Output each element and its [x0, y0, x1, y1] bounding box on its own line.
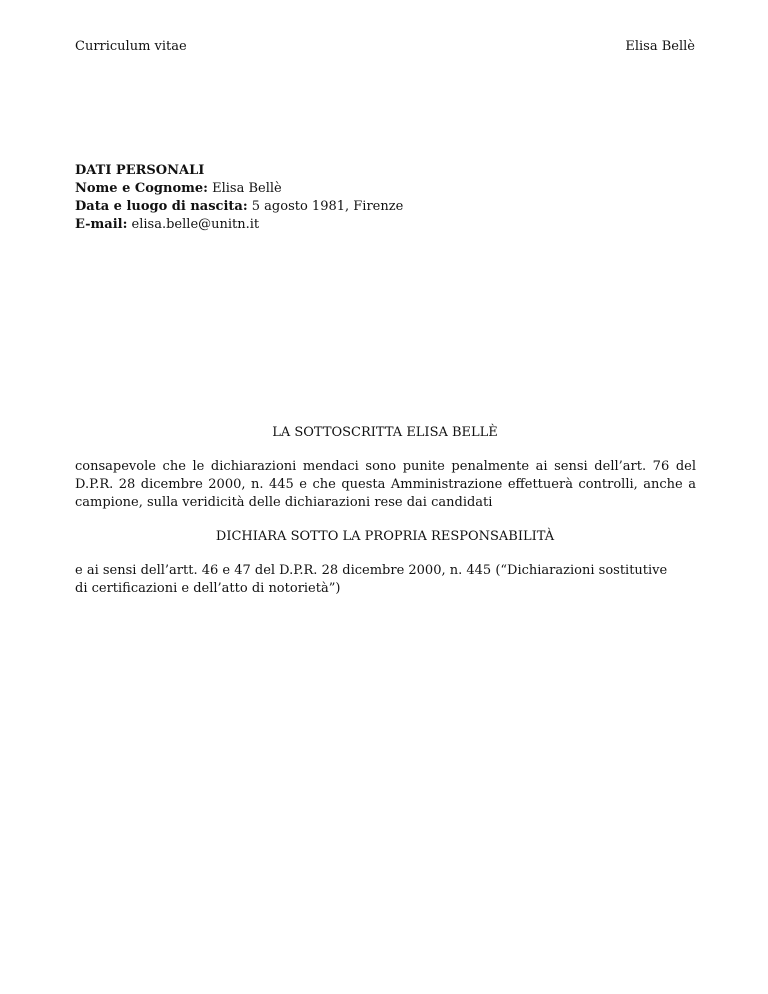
- awareness-paragraph: consapevole che le dichiarazioni mendaci sono punite penalmente ai sensi dell’art. 76 del D.P.R. 28 dicembre 2000, n. 445 e che questa Amministrazione effettuerà controlli, anche a campione, sulla veridicità delle dichiarazioni rese dai candidati: [75, 459, 696, 510]
- email-value: elisa.belle@unitn.it: [131, 217, 260, 232]
- name-value: Elisa Bellè: [212, 181, 282, 196]
- email-label: E-mail:: [75, 217, 128, 232]
- declaration-title: DICHIARA SOTTO LA PROPRIA RESPONSABILITÀ: [215, 529, 555, 544]
- name-row: [75, 180, 695, 198]
- header-document-type: Curriculum vitae: [75, 39, 187, 54]
- birth-value: 5 agosto 1981, Firenze: [251, 199, 404, 214]
- header-author-name: Elisa Bellè: [625, 39, 695, 54]
- personal-section-title: DATI PERSONALI: [75, 163, 205, 178]
- name-label: Nome e Cognome:: [75, 181, 208, 196]
- birth-row: [75, 198, 695, 216]
- personal-data-section: [75, 162, 695, 234]
- birth-label: Data e luogo di nascita:: [75, 199, 248, 214]
- email-row: [75, 216, 695, 234]
- declarant-title: LA SOTTOSCRITTA ELISA BELLÈ: [272, 425, 498, 440]
- legal-basis-paragraph: e ai sensi dell’artt. 46 e 47 del D.P.R. 28 dicembre 2000, n. 445 (“Dichiarazioni sostitutive di certificazioni e dell’atto di notorietà”): [75, 563, 668, 596]
